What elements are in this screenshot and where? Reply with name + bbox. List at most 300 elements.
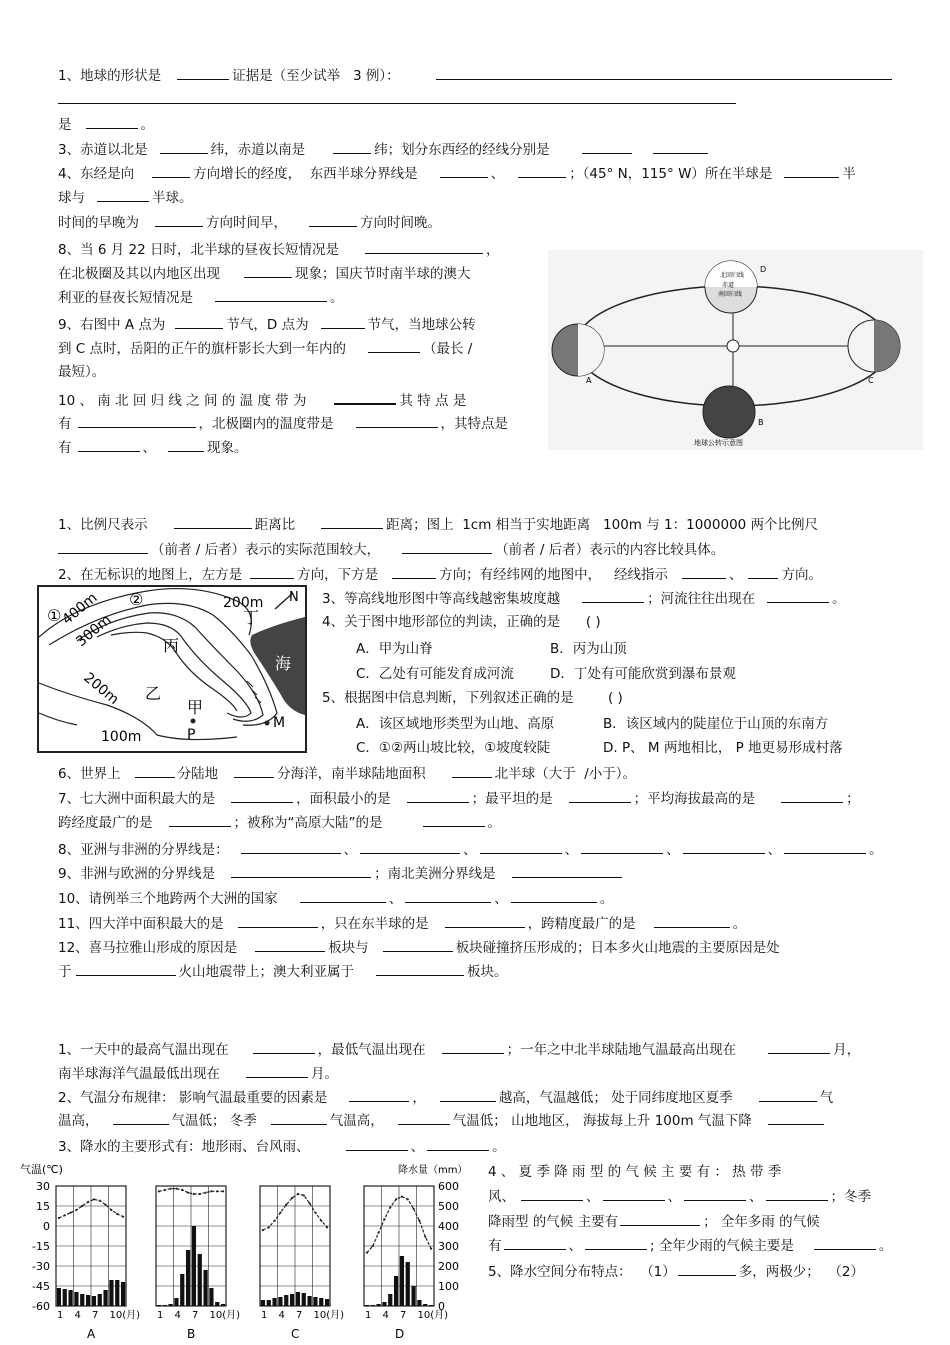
- temp-point: [268, 1226, 270, 1228]
- temp-tick-label: 15: [36, 1200, 50, 1213]
- temp-point: [193, 1193, 195, 1195]
- precip-bar: [261, 1300, 265, 1306]
- blank[interactable]: [512, 864, 622, 878]
- blank[interactable]: [175, 315, 223, 329]
- point-p-marker: [191, 719, 196, 724]
- precip-bar: [429, 1305, 433, 1306]
- temp-point: [407, 1198, 409, 1200]
- blank[interactable]: [376, 962, 464, 976]
- blank[interactable]: [135, 764, 175, 778]
- d-label-equator: 赤道: [722, 282, 735, 289]
- s2-q10: 10、请例举三个地跨两个大洲的国家 、 、 。: [58, 891, 614, 907]
- s1-q4: 4、东经是向 方向增长的经度， 东西半球分界线是 、 ；（45° N，115° W）所在半球是 半: [58, 166, 856, 182]
- label-d: D: [760, 265, 767, 274]
- blank[interactable]: [678, 1262, 736, 1276]
- precip-bar: [267, 1300, 271, 1306]
- blank[interactable]: [152, 164, 190, 178]
- blank[interactable]: [423, 813, 485, 827]
- blank[interactable]: [407, 789, 469, 803]
- precip-bar: [365, 1305, 369, 1306]
- blank[interactable]: [784, 840, 866, 854]
- temp-point: [58, 1217, 60, 1219]
- temp-point: [93, 1198, 95, 1200]
- s2-q5-stem: 5、根据图中信息判断，下列叙述正确的是 ( ): [322, 690, 623, 706]
- s2-q6: 6、世界上 分陆地 分海洋，南半球陆地面积 北半球（大于 /小于）。: [58, 766, 636, 782]
- blank[interactable]: [582, 140, 632, 154]
- blank[interactable]: [160, 140, 208, 154]
- label-sea: 海: [275, 654, 292, 673]
- precip-bar: [168, 1304, 172, 1306]
- earth-d: [705, 261, 757, 313]
- blank[interactable]: [241, 840, 341, 854]
- s1-q9-l2: 到 C 点时，岳阳的正午的旗杆影长大到一年内的 （最长 /: [58, 341, 473, 357]
- temp-point: [279, 1212, 281, 1214]
- precip-bar: [198, 1254, 202, 1306]
- label-p: P: [187, 727, 196, 743]
- blank[interactable]: [511, 889, 597, 903]
- d-label-tropic-n: 北回归线: [720, 272, 745, 279]
- precip-bar: [411, 1286, 415, 1306]
- month-tick: 7: [192, 1310, 199, 1321]
- blank[interactable]: [682, 565, 726, 579]
- s2-q4-opt-c[interactable]: C．乙处有可能发育成河流: [356, 666, 514, 682]
- precip-bar: [186, 1250, 190, 1306]
- temp-point: [401, 1196, 403, 1198]
- month-tick: 4: [174, 1310, 181, 1321]
- panel-label: A: [87, 1327, 96, 1341]
- climate-charts: [20, 1160, 478, 1342]
- temp-point: [187, 1192, 189, 1194]
- blank[interactable]: [398, 1111, 450, 1125]
- blank[interactable]: [684, 1187, 746, 1201]
- precip-bar: [417, 1300, 421, 1306]
- temp-point: [64, 1214, 66, 1216]
- s2-q1: 1、比例尺表示 距离比 距离；图上 1cm 相当于实地距离 100m 与 1：1000000 两个比例尺: [58, 517, 819, 533]
- label-circle-2: ②: [129, 590, 144, 609]
- blank[interactable]: [349, 1088, 409, 1102]
- s3-q2: 2、气温分布规律： 影响气温最重要的因素是 ， 越高，气温越低； 处于同纬度地区夏季 气: [58, 1090, 834, 1106]
- climate-chart-a: [56, 1186, 140, 1341]
- precip-bar: [192, 1226, 196, 1306]
- blank[interactable]: [86, 115, 138, 129]
- precip-bar: [382, 1302, 386, 1306]
- label-circle-1: ①: [47, 606, 62, 625]
- blank[interactable]: [784, 164, 839, 178]
- month-tick: 4: [74, 1310, 81, 1321]
- s2-q5-opt-c[interactable]: C．①②两山坡比较，①坡度较陡: [356, 740, 551, 756]
- precip-bar: [163, 1305, 167, 1306]
- label-jia: 甲: [187, 698, 204, 717]
- s2-q7-cont: 跨经度最广的是 ；被称为“高原大陆”的是 。: [58, 815, 501, 831]
- temp-point: [87, 1201, 89, 1203]
- s1-q4-cont: 球与 半球。: [58, 190, 193, 206]
- answer-line[interactable]: [58, 103, 736, 104]
- point-m-marker: [265, 721, 270, 726]
- blank[interactable]: [683, 840, 765, 854]
- s2-q9: 9、非洲与欧洲的分界线是 ；南北美洲分界线是: [58, 864, 625, 883]
- blank[interactable]: [402, 540, 492, 554]
- blank[interactable]: [97, 188, 149, 202]
- contour-map: [37, 585, 307, 755]
- s2-q4-opt-b[interactable]: B．丙为山顶: [550, 641, 627, 657]
- temp-point: [418, 1220, 420, 1222]
- precip-tick-label: 600: [438, 1180, 459, 1193]
- blank[interactable]: [759, 1088, 817, 1102]
- label-a: A: [586, 376, 592, 385]
- s3-q4-l3: 降雨型 的气候 主要有 ； 全年多雨 的气候: [488, 1214, 820, 1230]
- s1-q9-l1: 9、右图中 A 点为 节气，D 点为 节气，当地球公转: [58, 317, 476, 333]
- blank[interactable]: [253, 1040, 315, 1054]
- precip-bar: [103, 1290, 107, 1306]
- climate-chart-b: [156, 1186, 240, 1341]
- label-c: C: [868, 376, 874, 385]
- temp-ticks: [32, 1180, 50, 1313]
- temp-point: [69, 1212, 71, 1214]
- precip-bar: [68, 1290, 72, 1306]
- blank[interactable]: [356, 414, 438, 428]
- panel-label: D: [395, 1327, 405, 1341]
- temp-tick-label: -30: [32, 1260, 50, 1273]
- precip-tick-label: 300: [438, 1240, 459, 1253]
- s1-q8-l2: 在北极圈及其以内地区出现 现象；国庆节时南半球的澳大: [58, 266, 471, 282]
- precip-bar: [221, 1304, 225, 1306]
- blank[interactable]: [767, 589, 829, 603]
- s2-q5-opt-b[interactable]: B．该区域内的陡崖位于山顶的东南方: [603, 716, 829, 732]
- temp-point: [262, 1229, 264, 1231]
- blank[interactable]: [321, 315, 365, 329]
- s3-q4-l1: 4 、 夏 季 降 雨 型 的 气 候 主 要 有 ： 热 带 季: [488, 1164, 782, 1180]
- label-100m: 100m: [101, 729, 142, 745]
- precip-axis-title: 降水量（mm）: [398, 1165, 468, 1176]
- blank[interactable]: [768, 1040, 830, 1054]
- blank[interactable]: [215, 288, 327, 302]
- label-ding: 丁: [243, 608, 260, 627]
- precip-bar: [209, 1288, 213, 1306]
- blank[interactable]: [231, 789, 293, 803]
- s3-q1-cont: 南半球海洋气温最低出现在 月。: [58, 1066, 338, 1082]
- s1-q1-cont: 是 。: [58, 117, 154, 133]
- precip-bar: [80, 1294, 84, 1306]
- blank[interactable]: [244, 264, 292, 278]
- label-bing: 丙: [163, 636, 180, 655]
- blank[interactable]: [781, 789, 843, 803]
- label-north: N: [289, 590, 299, 605]
- temp-point: [326, 1226, 328, 1228]
- s2-q2: 2、在无标识的地图上，左方是 方向，下方是 方向；有经纬网的地图中， 经线指示 、 方向。: [58, 567, 822, 583]
- label-200m-left: 200m: [80, 669, 122, 709]
- blank[interactable]: [452, 764, 492, 778]
- precip-bar: [406, 1262, 410, 1306]
- temp-point: [412, 1208, 414, 1210]
- temp-point: [424, 1236, 426, 1238]
- precip-bar: [313, 1297, 317, 1306]
- blank[interactable]: [321, 515, 383, 529]
- precip-tick-label: 500: [438, 1200, 459, 1213]
- s1-q8-l1: 8、当 6 月 22 日时，北半球的昼夜长短情况是 ，: [58, 242, 500, 258]
- precip-bar: [180, 1274, 184, 1306]
- s1-q8-l3: 利亚的昼夜长短情况是 。: [58, 290, 344, 306]
- s3-q2-cont: 温高， 气温低； 冬季 气温高， 气温低； 山地地区， 海拔每上升 100m 气温下降: [58, 1111, 827, 1130]
- temp-point: [75, 1209, 77, 1211]
- precip-bar: [92, 1296, 96, 1306]
- month-tick: 10(月): [109, 1310, 141, 1321]
- panel-label: C: [291, 1327, 300, 1341]
- s3-q1: 1、一天中的最高气温出现在 ，最低气温出现在 ；一年之中北半球陆地气温最高出现在 月，: [58, 1042, 861, 1058]
- blank[interactable]: [333, 140, 371, 154]
- blank[interactable]: [768, 1111, 824, 1125]
- precip-bar: [376, 1304, 380, 1306]
- precip-bar: [319, 1298, 323, 1306]
- blank[interactable]: [360, 840, 460, 854]
- blank[interactable]: [334, 390, 396, 405]
- blank[interactable]: [653, 140, 708, 154]
- temp-point: [164, 1189, 166, 1191]
- precip-bar: [272, 1298, 276, 1306]
- temp-point: [366, 1252, 368, 1254]
- s1-q10-l2: 有 ，北极圈内的温度带是 ，其特点是: [58, 416, 508, 432]
- temp-point: [314, 1212, 316, 1214]
- temp-point: [210, 1190, 212, 1192]
- precip-bar: [215, 1302, 219, 1306]
- blank[interactable]: [174, 515, 252, 529]
- precip-tick-label: 0: [438, 1300, 445, 1313]
- month-tick: 1: [57, 1310, 64, 1321]
- label-yi: 乙: [145, 684, 162, 703]
- temp-point: [291, 1197, 293, 1199]
- precip-tick-label: 100: [438, 1280, 459, 1293]
- temp-point: [204, 1192, 206, 1194]
- temp-point: [110, 1209, 112, 1211]
- blank[interactable]: [177, 66, 229, 80]
- blank[interactable]: [234, 764, 274, 778]
- s1-q10-l1: 10 、 南 北 回 归 线 之 间 的 温 度 带 为 其 特 点 是: [58, 390, 466, 410]
- blank[interactable]: [766, 1187, 828, 1201]
- s2-q12: 12、喜马拉雅山形成的原因是 板块与 板块碰撞挤压形成的；日本多火山地震的主要原因是处: [58, 940, 780, 956]
- month-tick: 7: [296, 1310, 303, 1321]
- s3-q5: 5、降水空间分布特点： （1） 多，两极少； （2）: [488, 1264, 864, 1280]
- s1-q1: 1、地球的形状是 证据是（至少试举 3 例）：: [58, 68, 400, 84]
- temp-point: [395, 1198, 397, 1200]
- blank[interactable]: [440, 1088, 496, 1102]
- s2-q8: 8、亚洲与非洲的分界线是： 、 、 、 、 、 。: [58, 842, 883, 858]
- blank[interactable]: [569, 789, 631, 803]
- s1-q9-l3: 最短）。: [58, 364, 106, 380]
- month-tick: 10(月): [209, 1310, 241, 1321]
- blank[interactable]: [309, 213, 357, 227]
- precip-bar: [307, 1296, 311, 1306]
- s3-q4-l4: 有 、 ; 全年少雨的气候主要是 。: [488, 1238, 893, 1254]
- s3-q4-l2: 风、 、 、 、 ；冬季: [488, 1189, 871, 1205]
- blank[interactable]: [405, 889, 491, 903]
- temp-point: [297, 1193, 299, 1195]
- blank[interactable]: [654, 914, 730, 928]
- precip-bar: [174, 1298, 178, 1306]
- month-tick: 1: [157, 1310, 164, 1321]
- temp-axis-title: 气温(℃): [20, 1163, 63, 1176]
- blank[interactable]: [368, 339, 420, 353]
- temp-point: [273, 1220, 275, 1222]
- precip-bar: [302, 1293, 306, 1306]
- temp-point: [372, 1245, 374, 1247]
- month-tick: 10(月): [417, 1310, 449, 1321]
- temp-point: [199, 1193, 201, 1195]
- blank[interactable]: [246, 1064, 308, 1078]
- precip-bar: [325, 1299, 329, 1306]
- blank[interactable]: [168, 438, 204, 452]
- temp-point: [216, 1190, 218, 1192]
- temp-point: [377, 1232, 379, 1234]
- blank[interactable]: [445, 914, 525, 928]
- temp-point: [430, 1248, 432, 1250]
- label-400m: 400m: [59, 589, 101, 629]
- precip-bar: [203, 1270, 207, 1306]
- temp-tick-label: -60: [32, 1300, 50, 1313]
- temp-point: [222, 1190, 224, 1192]
- month-tick: 7: [400, 1310, 407, 1321]
- precip-bar: [388, 1294, 392, 1306]
- blank[interactable]: [238, 914, 318, 928]
- sun-icon: [727, 340, 739, 352]
- temp-point: [175, 1188, 177, 1190]
- blank[interactable]: [392, 565, 436, 579]
- blank[interactable]: [603, 1187, 665, 1201]
- d-label-tropic-s: 南回归线: [718, 291, 743, 298]
- s3-q3: 3、降水的主要形式有：地形雨、台风雨、 、 。: [58, 1139, 506, 1155]
- temp-point: [303, 1194, 305, 1196]
- blank[interactable]: [250, 565, 294, 579]
- temp-point: [122, 1216, 124, 1218]
- precip-bar: [284, 1295, 288, 1306]
- blank[interactable]: [521, 1187, 583, 1201]
- earth-a: [552, 324, 604, 376]
- precip-bar: [290, 1294, 294, 1306]
- precip-ticks: [438, 1180, 459, 1313]
- blank[interactable]: [748, 565, 778, 579]
- precip-bar: [296, 1292, 300, 1306]
- s2-q11: 11、四大洋中面积最大的是 ，只在东半球的是 ，跨精度最广的是 。: [58, 916, 747, 932]
- precip-bar: [115, 1280, 119, 1306]
- blank[interactable]: [300, 889, 386, 903]
- month-tick: 7: [92, 1310, 99, 1321]
- earth-b: [703, 386, 755, 438]
- blank[interactable]: [620, 1212, 700, 1226]
- temp-point: [169, 1188, 171, 1190]
- s2-q4-opt-a[interactable]: A．甲为山脊: [356, 641, 433, 657]
- temp-point: [158, 1190, 160, 1192]
- blank[interactable]: [518, 164, 566, 178]
- precip-bar: [423, 1304, 427, 1306]
- precip-bar: [109, 1280, 113, 1306]
- earth-orbit-diagram: [548, 250, 923, 450]
- blank[interactable]: [504, 1236, 566, 1250]
- precip-bar: [394, 1276, 398, 1306]
- blank[interactable]: [78, 438, 140, 452]
- climate-panels: [56, 1186, 448, 1341]
- label-b: B: [758, 418, 764, 427]
- s1-q3: 3、赤道以北是 纬，赤道以南是 纬；划分东西经的经线分别是: [58, 140, 711, 159]
- precip-bar: [74, 1292, 78, 1306]
- blank[interactable]: [271, 1111, 327, 1125]
- blank[interactable]: [581, 840, 663, 854]
- blank[interactable]: [76, 962, 176, 976]
- s1-q5: 时间的早晚为 方向时间早， 方向时间晚。: [58, 215, 441, 231]
- blank[interactable]: [814, 1236, 876, 1250]
- s2-q5-opt-d[interactable]: D. P、 M 两地相比， P 地更易形成村落: [603, 740, 843, 756]
- month-tick: 1: [261, 1310, 268, 1321]
- precip-bar: [400, 1256, 404, 1306]
- temp-point: [383, 1218, 385, 1220]
- blank[interactable]: [480, 840, 562, 854]
- temp-tick-label: 30: [36, 1180, 50, 1193]
- precip-bar: [57, 1288, 61, 1306]
- temp-point: [389, 1206, 391, 1208]
- s2-q4-stem: 4、关于图中地形部位的判读，正确的是 ( ): [322, 614, 601, 630]
- blank[interactable]: [442, 1040, 504, 1054]
- month-tick: 4: [382, 1310, 389, 1321]
- blank[interactable]: [427, 1137, 489, 1151]
- label-m: M: [273, 715, 286, 731]
- s2-q12-cont: 于 火山地震带上；澳大利亚属于 板块。: [58, 964, 508, 980]
- s2-q3: 3、等高线地形图中等高线越密集坡度越 ；河流往往出现在 。: [322, 591, 846, 607]
- precip-bar: [157, 1305, 161, 1306]
- blank[interactable]: [78, 414, 196, 428]
- earth-c: [848, 320, 900, 372]
- precip-bar: [86, 1295, 90, 1306]
- temp-point: [99, 1200, 101, 1202]
- temp-point: [320, 1220, 322, 1222]
- temp-point: [285, 1204, 287, 1206]
- precip-bar: [63, 1289, 67, 1306]
- precip-bar: [278, 1297, 282, 1306]
- blank[interactable]: [255, 938, 325, 952]
- blank[interactable]: [440, 164, 488, 178]
- s1-q10-l3: 有 、 现象。: [58, 440, 248, 456]
- climate-chart-d: [364, 1186, 448, 1341]
- s2-q1-cont: （前者 / 后者）表示的实际范围较大， （前者 / 后者）表示的内容比较具体。: [58, 540, 724, 559]
- label-200m-top: 200m: [223, 595, 264, 611]
- blank[interactable]: [585, 1236, 647, 1250]
- precip-bar: [98, 1294, 102, 1306]
- s2-q4-opt-d[interactable]: D．丁处有可能欣赏到瀑布景观: [550, 666, 736, 682]
- month-tick: 4: [278, 1310, 285, 1321]
- label-300m: 300m: [73, 611, 115, 651]
- precip-tick-label: 200: [438, 1260, 459, 1273]
- blank[interactable]: [383, 938, 453, 952]
- answer-line[interactable]: [436, 79, 892, 80]
- precip-tick-label: 400: [438, 1220, 459, 1233]
- s2-q5-opt-a[interactable]: A．该区域地形类型为山地、高原: [356, 716, 555, 732]
- month-tick: 1: [365, 1310, 372, 1321]
- temp-tick-label: -45: [32, 1280, 50, 1293]
- temp-point: [308, 1202, 310, 1204]
- blank[interactable]: [346, 1137, 408, 1151]
- blank[interactable]: [365, 240, 483, 254]
- blank[interactable]: [58, 540, 148, 554]
- temp-point: [104, 1204, 106, 1206]
- blank[interactable]: [231, 864, 371, 878]
- blank[interactable]: [582, 589, 644, 603]
- blank[interactable]: [113, 1111, 169, 1125]
- temp-tick-label: -15: [32, 1240, 50, 1253]
- s2-q7: 7、七大洲中面积最大的是 ，面积最小的是 ；最平坦的是 ；平均海拔最高的是 ；: [58, 791, 860, 807]
- temp-tick-label: 0: [43, 1220, 50, 1233]
- temp-point: [181, 1189, 183, 1191]
- temp-point: [81, 1205, 83, 1207]
- precip-bar: [121, 1282, 125, 1306]
- blank[interactable]: [169, 813, 231, 827]
- blank[interactable]: [155, 213, 203, 227]
- temp-point: [116, 1213, 118, 1215]
